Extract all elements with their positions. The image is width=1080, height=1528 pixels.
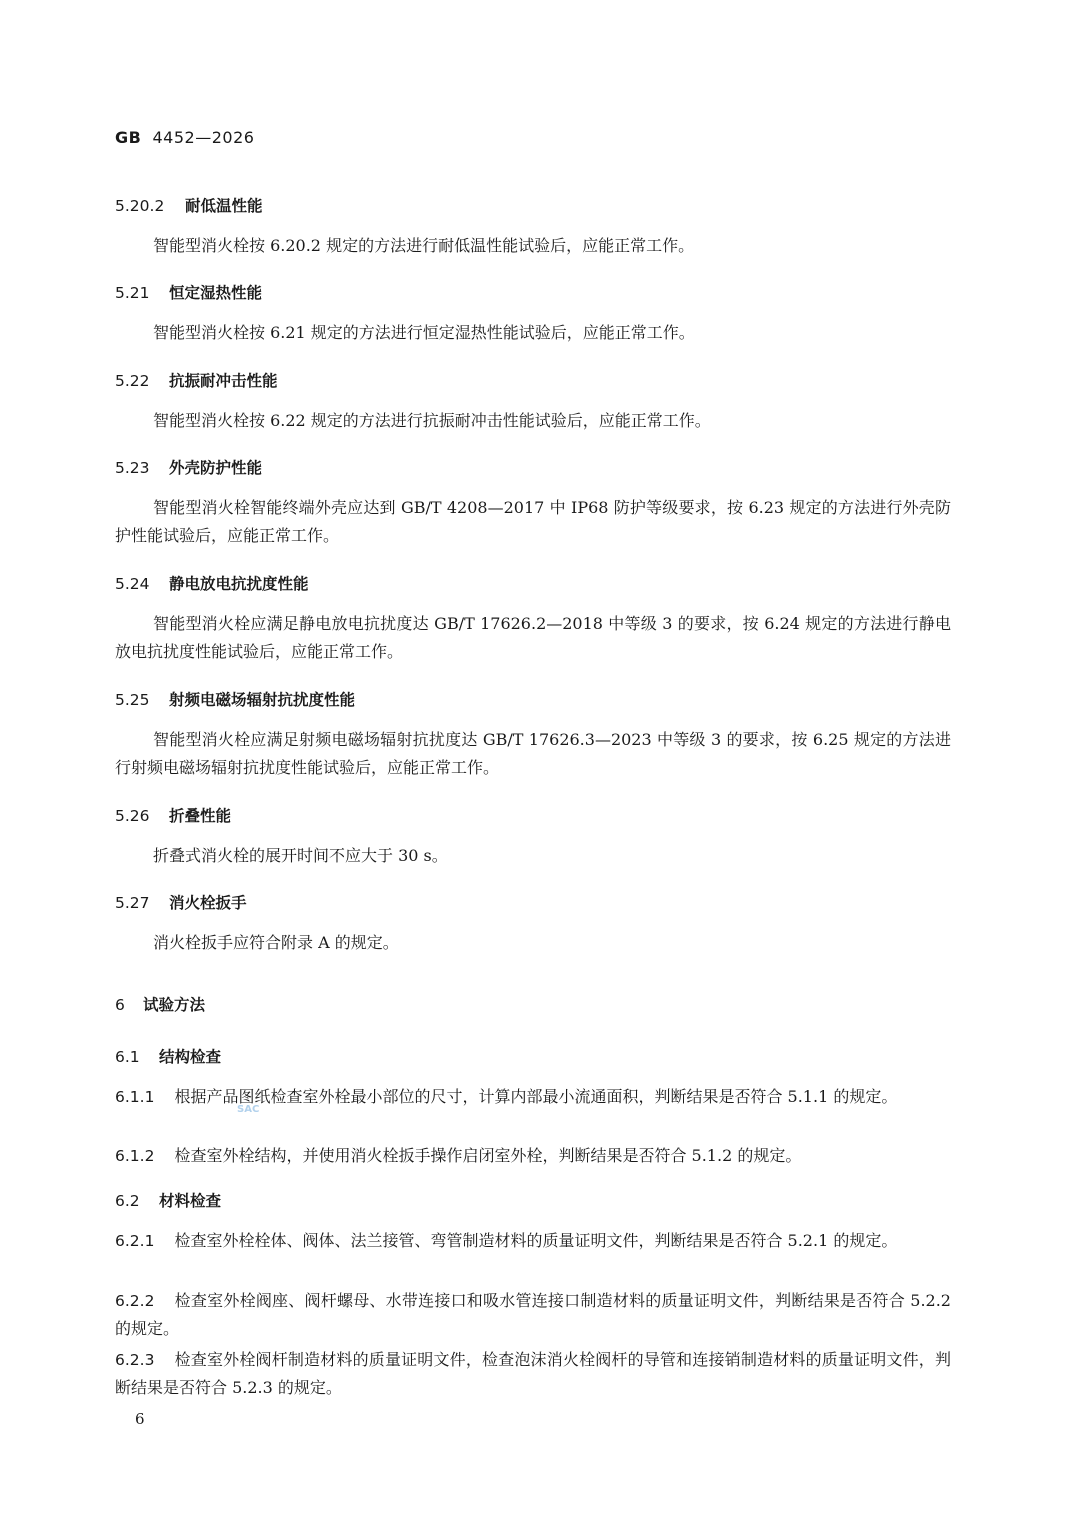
paragraph-text: 智能型消火栓按 6.20.2 规定的方法进行耐低温性能试验后，应能正常工作。 — [153, 236, 695, 255]
section-number: 5.26 — [115, 807, 150, 825]
section-body — [115, 726, 951, 782]
section-number: 5.22 — [115, 372, 150, 390]
sac-watermark-logo: SAC — [237, 1104, 260, 1115]
subsection-number: 6.2 — [115, 1192, 140, 1210]
section-number: 5.25 — [115, 691, 150, 709]
clause-number: 6.2.3 — [115, 1351, 155, 1369]
clause-number: 6.1.1 — [115, 1088, 155, 1106]
section-body — [115, 319, 951, 347]
clause-6-2-3 — [115, 1346, 951, 1402]
section-body — [115, 929, 951, 957]
chapter-heading — [115, 993, 205, 1015]
section-number: 5.27 — [115, 894, 150, 912]
section-body — [115, 407, 951, 435]
document-header — [115, 128, 254, 147]
section-title: 消火栓扳手 — [169, 894, 247, 912]
section-title: 抗振耐冲击性能 — [169, 372, 278, 390]
paragraph-text: 智能型消火栓按 6.21 规定的方法进行恒定湿热性能试验后，应能正常工作。 — [153, 323, 695, 342]
section-heading — [115, 456, 262, 478]
paragraph-text: 智能型消火栓按 6.22 规定的方法进行抗振耐冲击性能试验后，应能正常工作。 — [153, 411, 711, 430]
subsection-heading — [115, 1189, 221, 1211]
section-heading — [115, 891, 247, 913]
section-body — [115, 232, 951, 260]
section-title: 恒定湿热性能 — [169, 284, 263, 302]
section-heading — [115, 804, 231, 826]
section-body — [115, 494, 951, 550]
paragraph-text: 折叠式消火栓的展开时间不应大于 30 s。 — [153, 846, 448, 865]
chapter-title: 试验方法 — [143, 996, 206, 1014]
section-title: 耐低温性能 — [185, 197, 263, 215]
section-title: 静电放电抗扰度性能 — [169, 575, 309, 593]
paragraph-text: 智能型消火栓应满足射频电磁场辐射抗扰度达 GB/T 17626.3—2023 中等级 3 的要求，按 6.25 规定的方法进行射频电磁场辐射抗扰度性能试验后，应能正常工作。 — [115, 730, 951, 777]
section-title: 外壳防护性能 — [169, 459, 263, 477]
section-number: 5.23 — [115, 459, 150, 477]
subsection-title: 结构检查 — [159, 1048, 222, 1066]
clause-text: 检查室外栓结构，并使用消火栓扳手操作启闭室外栓，判断结果是否符合 5.1.2 的规定。 — [174, 1146, 802, 1165]
clause-text: 检查室外栓栓体、阀体、法兰接管、弯管制造材料的质量证明文件，判断结果是否符合 5.2.1 的规定。 — [174, 1231, 898, 1250]
paragraph-text: 智能型消火栓应满足静电放电抗扰度达 GB/T 17626.2—2018 中等级 3 的要求，按 6.24 规定的方法进行静电放电抗扰度性能试验后，应能正常工作。 — [115, 614, 951, 661]
section-heading — [115, 281, 262, 303]
clause-text: 检查室外栓阀座、阀杆螺母、水带连接口和吸水管连接口制造材料的质量证明文件，判断结果是否符合 5.2.2 的规定。 — [115, 1291, 951, 1338]
clause-6-2-1 — [115, 1227, 951, 1255]
section-body — [115, 842, 951, 870]
section-heading — [115, 194, 263, 216]
subsection-number: 6.1 — [115, 1048, 140, 1066]
section-body — [115, 610, 951, 666]
paragraph-text: 消火栓扳手应符合附录 A 的规定。 — [153, 933, 399, 952]
clause-number: 6.1.2 — [115, 1147, 155, 1165]
clause-number: 6.2.2 — [115, 1292, 155, 1310]
clause-text: 根据产品图纸检查室外栓最小部位的尺寸，计算内部最小流通面积，判断结果是否符合 5.1.1 的规定。 — [174, 1087, 898, 1106]
paragraph-text: 智能型消火栓智能终端外壳应达到 GB/T 4208—2017 中 IP68 防护等级要求，按 6.23 规定的方法进行外壳防护性能试验后，应能正常工作。 — [115, 498, 951, 545]
section-title: 射频电磁场辐射抗扰度性能 — [169, 691, 356, 709]
section-number: 5.20.2 — [115, 197, 165, 215]
standard-prefix: GB — [115, 128, 142, 147]
section-number: 5.21 — [115, 284, 150, 302]
section-number: 5.24 — [115, 575, 150, 593]
clause-6-2-2 — [115, 1287, 951, 1343]
clause-text: 检查室外栓阀杆制造材料的质量证明文件，检查泡沫消火栓阀杆的导管和连接销制造材料的质量证明文件，判断结果是否符合 5.2.3 的规定。 — [115, 1350, 951, 1397]
section-heading — [115, 572, 309, 594]
section-heading — [115, 369, 278, 391]
subsection-heading — [115, 1045, 221, 1067]
chapter-number: 6 — [115, 996, 125, 1014]
section-heading — [115, 688, 355, 710]
clause-6-1-2 — [115, 1142, 951, 1170]
section-title: 折叠性能 — [169, 807, 232, 825]
standard-number: 4452—2026 — [152, 128, 255, 147]
page-number: 6 — [135, 1410, 145, 1428]
subsection-title: 材料检查 — [159, 1192, 222, 1210]
clause-number: 6.2.1 — [115, 1232, 155, 1250]
